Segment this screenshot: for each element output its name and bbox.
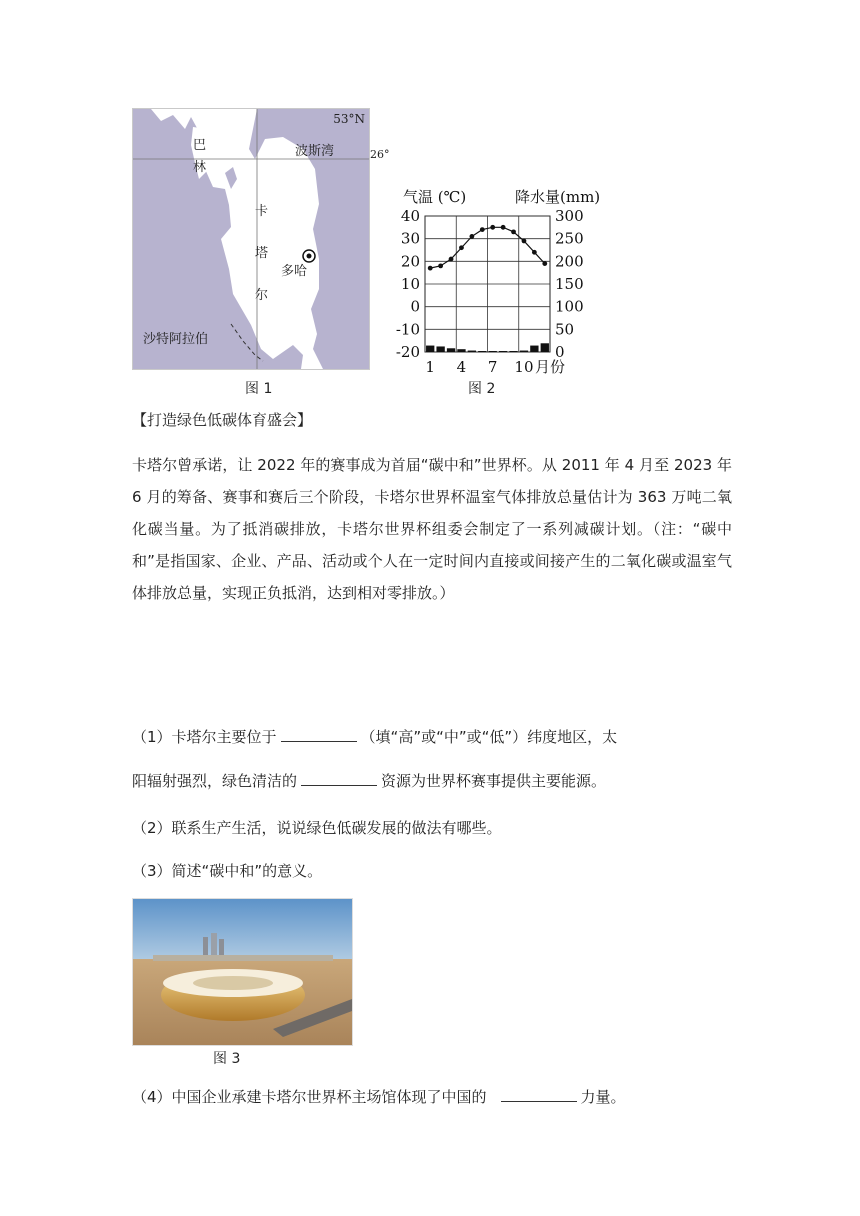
temperature-tick-label: 30: [400, 229, 420, 248]
climate-chart: [395, 186, 605, 376]
stadium-photo: [132, 898, 353, 1046]
answer-blank-1[interactable]: [281, 727, 357, 742]
precipitation-tick-label: 50: [555, 320, 575, 339]
temperature-point: [459, 245, 464, 250]
month-axis-label: 月份: [535, 358, 566, 376]
temperature-point: [501, 225, 506, 230]
temperature-point: [449, 257, 454, 262]
chart-grid: [425, 216, 550, 352]
temperature-point: [542, 261, 547, 266]
precipitation-bar: [541, 343, 549, 352]
month-tick-label: 7: [487, 358, 498, 376]
question-4-text-a: （4）中国企业承建卡塔尔世界杯主场馆体现了中国的: [132, 1088, 487, 1106]
precipitation-bar: [509, 351, 517, 352]
temperature-point: [490, 225, 495, 230]
temperature-point: [428, 266, 433, 271]
month-tick-label: 1: [425, 358, 435, 376]
qatar-label-2: 塔: [255, 246, 269, 261]
precipitation-tick-label: 300: [555, 207, 584, 225]
temperature-tick-label: 0: [410, 297, 420, 316]
precipitation-tick-label: 250: [555, 229, 584, 248]
latitude-26-label: 26°: [370, 148, 390, 161]
temperature-point: [511, 229, 516, 234]
qatar-label-1: 卡: [255, 204, 269, 219]
precipitation-tick-label: 150: [555, 275, 584, 293]
saudi-arabia-label: 沙特阿拉伯: [143, 332, 209, 347]
precipitation-bar: [499, 351, 507, 352]
question-1-text-a: （1）卡塔尔主要位于: [132, 728, 277, 746]
question-1-text-d: 资源为世界杯赛事提供主要能源。: [381, 772, 607, 790]
question-4: [132, 1087, 626, 1107]
question-4-text-b: 力量。: [580, 1088, 626, 1106]
answer-blank-3[interactable]: [501, 1087, 577, 1102]
temperature-tick-label: 40: [400, 207, 420, 225]
precipitation-bar: [447, 348, 455, 352]
precipitation-bar: [457, 349, 465, 352]
precipitation-axis-label: 降水量(mm): [515, 188, 601, 206]
question-1-text-b: （填“高”或“中”或“低”）纬度地区，太: [360, 728, 618, 746]
doha-label: 多哈: [281, 264, 308, 279]
chart-ticks: [396, 207, 584, 376]
precipitation-bar: [489, 351, 497, 352]
temperature-point: [522, 239, 527, 244]
temperature-point: [438, 263, 443, 268]
precipitation-bar: [436, 346, 444, 352]
question-1-line-2: [132, 771, 606, 791]
precipitation-tick-label: 200: [555, 252, 584, 271]
temperature-point: [532, 250, 537, 255]
question-2: （2）联系生产生活，说说绿色低碳发展的做法有哪些。: [132, 819, 502, 837]
bahrain-label-2: 林: [193, 160, 207, 175]
precipitation-bar: [530, 346, 538, 352]
precipitation-tick-label: 0: [555, 343, 565, 361]
intro-paragraph: 卡塔尔曾承诺，让 2022 年的赛事成为首届“碳中和”世界杯。从 2011 年 4 月至 2023 年 6 月的筹备、赛事和赛后三个阶段，卡塔尔世界杯温室气体排放总量估计为 363 万吨二氧化碳当量。为了抵消碳排放，卡塔尔世界杯组委会制定了一系列减碳计划。（注：“碳中和”是指国家、企业、产品、活动或个人在一定时间内直接或间接产生的二氧化碳或温室气体排放总量，实现正负抵消，达到相对零排放。）: [132, 456, 732, 602]
persian-gulf-label: 波斯湾: [295, 144, 335, 159]
bahrain-label-1: 巴: [193, 138, 207, 153]
temperature-tick-label: -10: [395, 320, 420, 339]
section-title: 【打造绿色低碳体育盛会】: [132, 411, 313, 429]
map-figure-1: [132, 108, 370, 370]
figure-2-caption: 图 2: [468, 381, 496, 397]
answer-blank-2[interactable]: [301, 771, 377, 786]
temperature-axis-label: 气温 (℃): [403, 188, 467, 206]
question-3: （3）简述“碳中和”的意义。: [132, 862, 323, 880]
precipitation-bar: [520, 351, 528, 352]
temperature-point: [469, 234, 474, 239]
temperature-tick-label: 20: [400, 252, 420, 271]
question-1-line-1: [132, 727, 617, 747]
precipitation-bar: [478, 351, 486, 352]
figure-3-caption: 图 3: [213, 1051, 241, 1067]
month-tick-label: 10: [514, 358, 534, 376]
temperature-tick-label: 10: [400, 275, 420, 293]
temperature-point: [480, 227, 485, 232]
precipitation-tick-label: 100: [555, 297, 584, 316]
precipitation-bar: [426, 346, 434, 352]
question-1-text-c: 阳辐射强烈，绿色清洁的: [132, 772, 298, 790]
figure-1-caption: 图 1: [245, 381, 273, 397]
temperature-tick-label: -20: [395, 343, 420, 361]
precipitation-bar: [468, 351, 476, 352]
qatar-label-3: 尔: [255, 288, 269, 303]
month-tick-label: 4: [456, 358, 467, 376]
latitude-53n-label: 53°N: [333, 112, 365, 126]
